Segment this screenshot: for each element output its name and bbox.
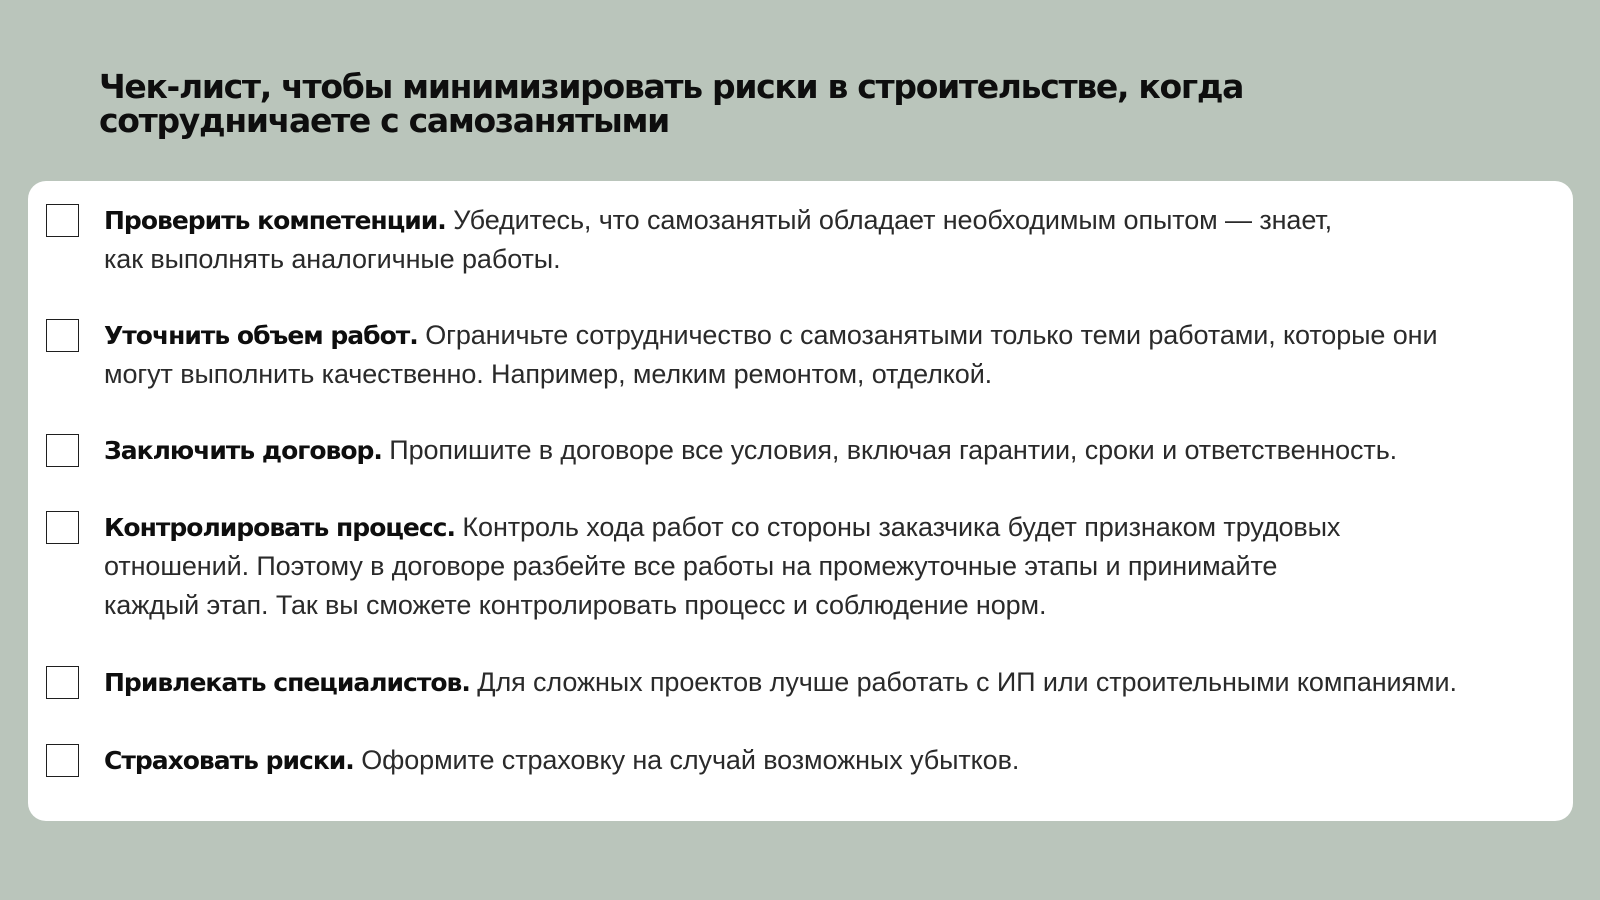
checkbox[interactable] [46,511,79,544]
checklist-item-description: каждый этап. Так вы сможете контролировать процесс и соблюдение норм. [104,590,1047,620]
checklist-item-text [104,741,1574,780]
checklist-item-text [104,316,1574,394]
checklist-item-text [104,431,1574,470]
checklist-item-text [104,201,1574,279]
checkbox[interactable] [46,204,79,237]
checkbox[interactable] [46,744,79,777]
checklist-item-text [104,663,1574,702]
checklist-item-title: Заключить договор. [104,436,382,465]
page-title [99,67,1399,140]
checklist-item-description: Оформите страховку на случай возможных убытков. [361,745,1020,775]
checklist-item-description: Ограничьте сотрудничество с самозанятыми только теми работами, которые они [425,320,1438,350]
checklist-item-description: Пропишите в договоре все условия, включая гарантии, сроки и ответственность. [389,435,1398,465]
checklist-item-title: Уточнить объем работ. [104,321,418,350]
checklist-card [28,181,1573,821]
page-title-line-1: Чек-лист, чтобы минимизировать риски в строительстве, когда [99,67,1244,106]
checkbox[interactable] [46,666,79,699]
checkbox[interactable] [46,319,79,352]
checklist-item-description: Для сложных проектов лучше работать с ИП или строительными компаниями. [477,667,1457,697]
checklist-item-description: могут выполнить качественно. Например, мелким ремонтом, отделкой. [104,359,993,389]
checklist-item-description: Контроль хода работ со стороны заказчика будет признаком трудовых [462,512,1341,542]
checklist-item-description: Убедитесь, что самозанятый обладает необходимым опытом — знает, [453,205,1333,235]
page-title-line-2: сотрудничаете с самозанятыми [99,101,669,140]
checklist-item-title: Привлекать специалистов. [104,668,470,697]
checklist-item-title: Проверить компетенции. [104,206,446,235]
checkbox[interactable] [46,434,79,467]
checklist-item-text [104,508,1574,625]
checklist-item-title: Контролировать процесс. [104,513,455,542]
checklist-item-description: отношений. Поэтому в договоре разбейте все работы на промежуточные этапы и принимайте [104,551,1278,581]
checklist-item-title: Страховать риски. [104,746,354,775]
checklist-item-description: как выполнять аналогичные работы. [104,244,561,274]
